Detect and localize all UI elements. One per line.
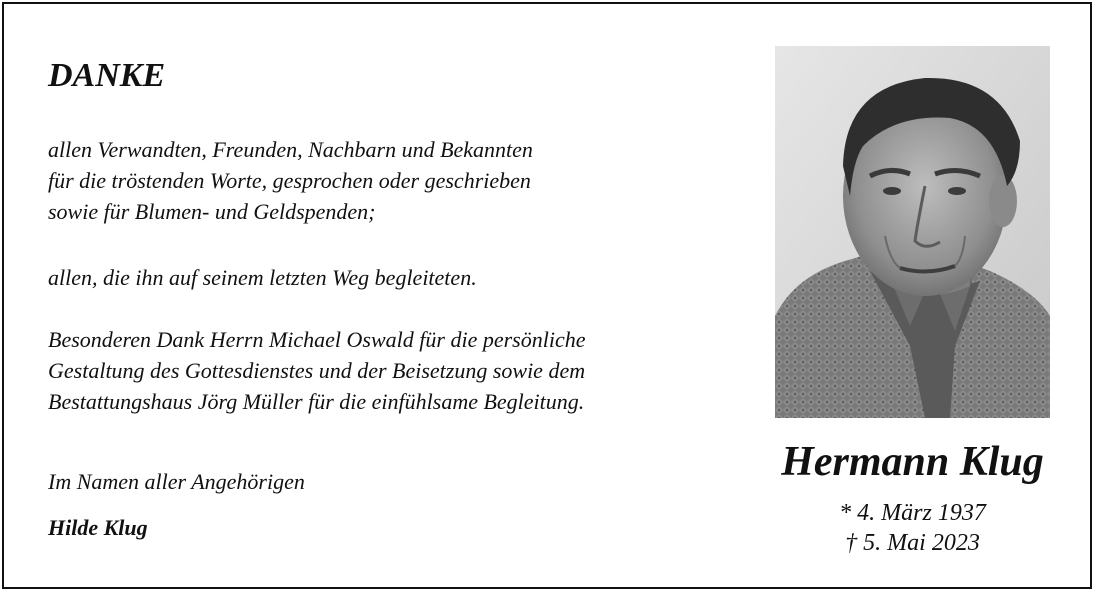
heading-danke: DANKE — [48, 57, 166, 94]
text-line: Gestaltung des Gottesdienstes und der Beisetzung sowie dem — [48, 358, 586, 383]
paragraph-thanks-companions — [48, 262, 477, 293]
paragraph-thanks-relatives — [48, 134, 533, 227]
text-line: allen, die ihn auf seinem letzten Weg begleiteten. — [48, 265, 477, 290]
portrait-illustration — [775, 46, 1050, 418]
death-date: † 5. Mai 2023 — [845, 530, 980, 556]
portrait-photo — [775, 46, 1050, 418]
deceased-name: Hermann Klug — [781, 439, 1044, 485]
paragraph-special-thanks — [48, 324, 585, 417]
text-line: allen Verwandten, Freunden, Nachbarn und Bekannten — [48, 137, 533, 162]
signature-line: Im Namen aller Angehörigen — [48, 469, 305, 494]
birth-date: * 4. März 1937 — [839, 500, 986, 526]
text-line: sowie für Blumen- und Geldspenden; — [48, 199, 376, 224]
life-dates — [750, 498, 1075, 558]
thank-you-text-block — [48, 56, 748, 540]
signature-name: Hilde Klug — [48, 515, 148, 540]
text-line: Bestattungshaus Jörg Müller für die einfühlsame Begleitung. — [48, 389, 585, 414]
text-line: für die tröstenden Worte, gesprochen oder geschrieben — [48, 168, 531, 193]
text-line: Besonderen Dank Herrn Michael Oswald für die persönliche — [48, 327, 586, 352]
obituary-card — [2, 2, 1092, 589]
